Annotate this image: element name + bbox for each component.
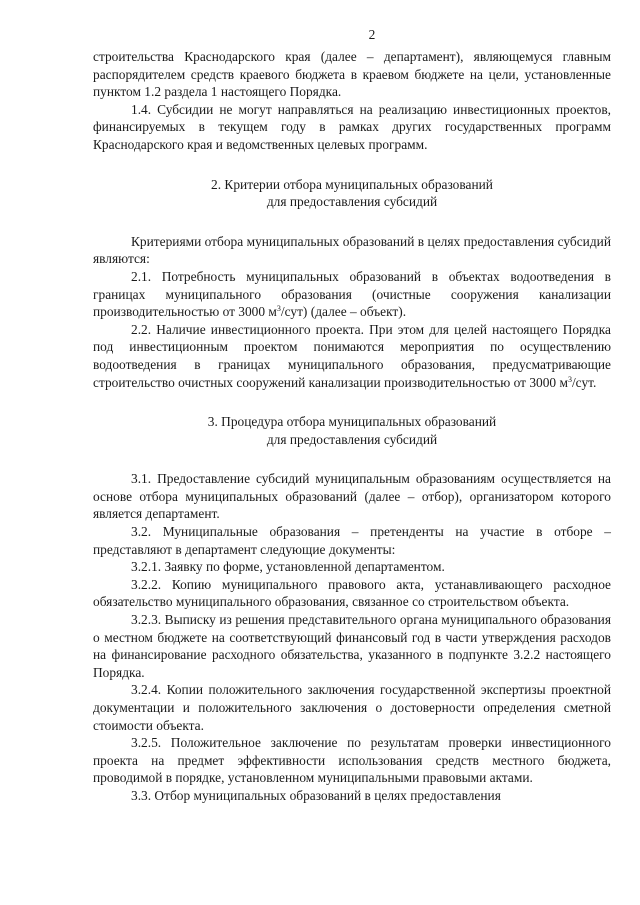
section-3-title-line-1: 3. Процедура отбора муниципальных образований xyxy=(207,414,497,430)
document-page xyxy=(93,22,611,805)
section-3-title-line-2: для предоставления субсидий xyxy=(266,431,438,447)
paragraph-1-4: 1.4. Субсидии не могут направляться на реализацию инвестиционных проектов, финансируемых в текущем году в рамках других государственных программ Краснодарского края и ведомственных целевых программ. xyxy=(93,101,611,152)
superscript-cubic: 3 xyxy=(276,304,281,314)
paragraph-3-2-2: 3.2.2. Копию муниципального правового акта, устанавливающего расходное обязательство муниципального образования, связанное со строительством объекта. xyxy=(93,576,611,610)
paragraph-3-2-4: 3.2.4. Копии положительного заключения государственной экспертизы проектной документации и положительного заключения о достоверности определения сметной стоимости объекта. xyxy=(93,682,611,733)
paragraph-3-2-5: 3.2.5. Положительное заключение по результатам проверки инвестиционного проекта на предмет эффективности использования средств местного бюджета, проводимой в порядке, установленном муниципальными правовыми актами. xyxy=(93,735,611,786)
paragraph-3-2: 3.2. Муниципальные образования – претенденты на участие в отборе – представляют в департамент следующие документы: xyxy=(93,524,611,557)
paragraph-2-1-text: 2.1. Потребность муниципальных образований в объектах водоотведения в границах муниципального образования (очистные сооружения канализации производительностью от 3000 м xyxy=(93,268,611,320)
section-2-title-line-1: 2. Критерии отбора муниципальных образований xyxy=(211,176,493,192)
paragraph-2-2 xyxy=(93,321,611,391)
paragraph-3-1: 3.1. Предоставление субсидий муниципальным образованиям осуществляется на основе отбора муниципальных образований (далее – отбор), организатором которого является департамент. xyxy=(93,471,611,522)
paragraph-3-2-1: 3.2.1. Заявку по форме, установленной департаментом. xyxy=(131,559,445,575)
section-3-heading xyxy=(93,413,611,448)
paragraph-intro: строительства Краснодарского края (далее – департамент), являющемуся главным распорядителем средств краевого бюджета в краевом бюджете на цели, установленные пунктом 1.2 раздела 1 настоящего Порядка. xyxy=(93,49,611,100)
page-number: 2 xyxy=(368,27,376,42)
paragraph-section-2-lead: Критериями отбора муниципальных образований в целях предоставления субсидий являются: xyxy=(93,233,611,267)
paragraph-2-2-text-end: /сут. xyxy=(571,374,597,390)
paragraph-2-1 xyxy=(93,268,611,321)
paragraph-3-2-3: 3.2.3. Выписку из решения представительного органа муниципального образования о местном бюджете на соответствующий финансовый год в части утверждения расходов на финансирование расходного обязательства, указанного в подпункте 3.2.2 настоящего Порядка. xyxy=(93,612,611,680)
section-2-title-line-2: для предоставления субсидий xyxy=(266,194,438,210)
paragraph-3-3: 3.3. Отбор муниципальных образований в целях предоставления xyxy=(131,787,501,803)
section-2-heading xyxy=(93,176,611,211)
paragraph-2-2-text: 2.2. Наличие инвестиционного проекта. При этом для целей настоящего Порядка под инвестиционным проектом понимаются мероприятия по осуществлению водоотведения в границах муниципального образования, предусматривающие строительство очистных сооружений канализации производительностью от 3000 м xyxy=(93,321,611,390)
superscript-cubic: 3 xyxy=(567,374,572,384)
paragraph-2-1-text-end: /сут) (далее – объект). xyxy=(280,304,407,320)
